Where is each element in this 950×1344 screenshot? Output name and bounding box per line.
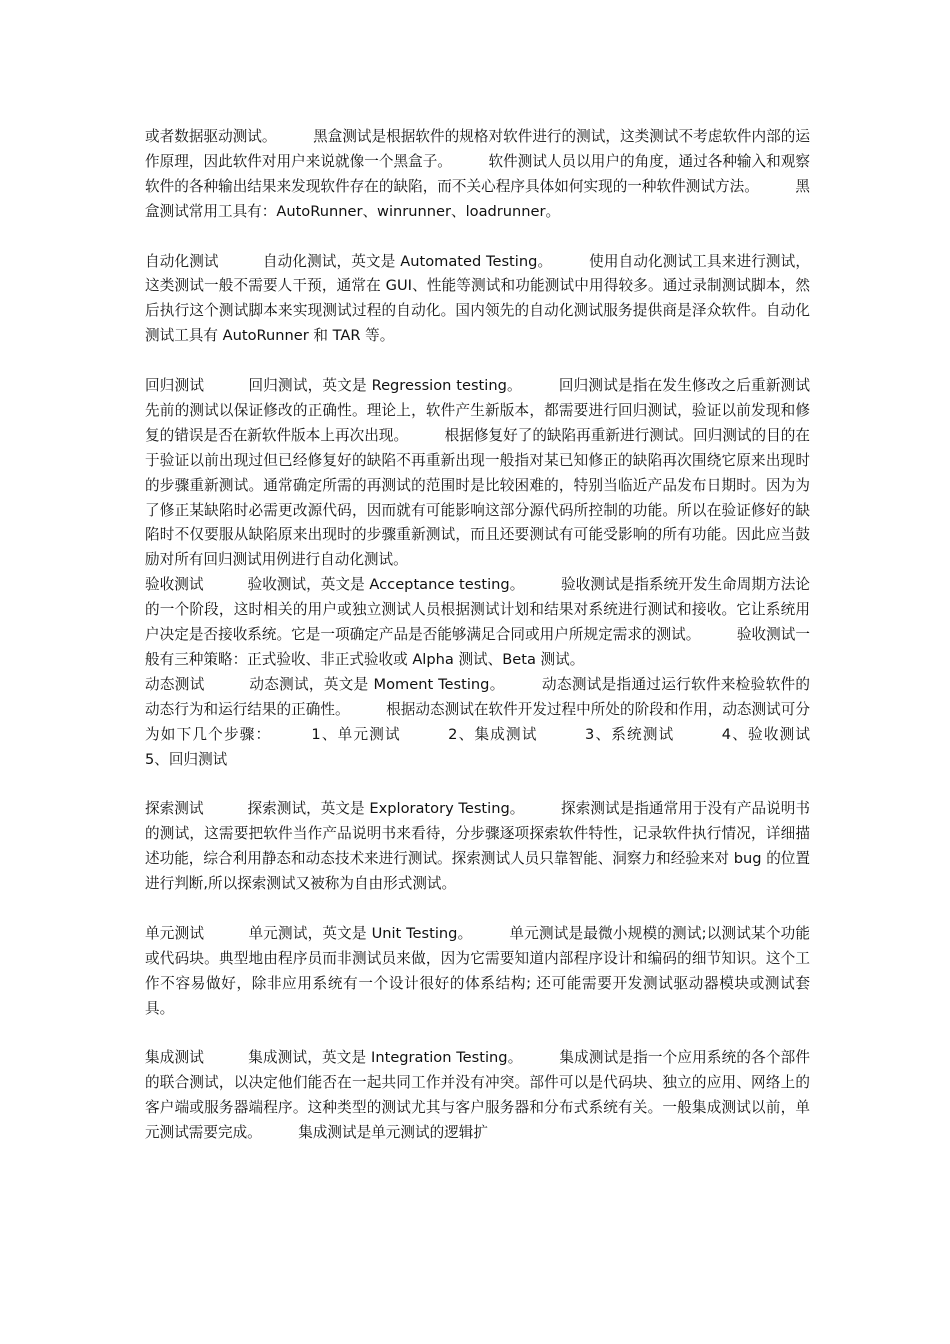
paragraph-black-box: 或者数据驱动测试。 黑盒测试是根据软件的规格对软件进行的测试，这类测试不考虑软件内部的运作原理，因此软件对用户来说就像一个黑盒子。 软件测试人员以用户的角度，通过各种输入和观察软件的各种输出结果来发现软件存在的缺陷，而不关心程序具体如何实现的一种软件测试方法。 黑盒测试常用工具有：AutoRunner、winrunner、loadrunner。 xyxy=(145,128,810,220)
paragraph-unit-testing: 单元测试 单元测试，英文是 Unit Testing。 单元测试是最微小规模的测试;以测试某个功能或代码块。典型地由程序员而非测试员来做，因为它需要知道内部程序设计和编码的细节知识。这个工作不容易做好，除非应用系统有一个设计很好的体系结构; 还可能需要开发测试驱动器模块或测试套具。 xyxy=(145,924,810,1017)
paragraph-automated-testing: 自动化测试 自动化测试，英文是 Automated Testing。 使用自动化测试工具来进行测试，这类测试一般不需要人干预，通常在 GUI、性能等测试和功能测试中用得较多。通过录制测试脚本，然后执行这个测试脚本来实现测试过程的自动化。国内领先的自动化测试服务提供商是泽众软件。自动化测试工具有 AutoRunner 和 TAR 等。 xyxy=(145,252,810,345)
paragraph-exploratory-testing: 探索测试 探索测试，英文是 Exploratory Testing。 探索测试是指通常用于没有产品说明书的测试，这需要把软件当作产品说明书来看待，分步骤逐项探索软件特性，记录软件执行情况，详细描述功能，综合利用静态和动态技术来进行测试。探索测试人员只靠智能、洞察力和经验来对 bug 的位置进行判断,所以探索测试又被称为自由形式测试。 xyxy=(145,800,810,893)
paragraph-regression-testing: 回归测试 回归测试，英文是 Regression testing。 回归测试是指在发生修改之后重新测试先前的测试以保证修改的正确性。理论上，软件产生新版本，都需要进行回归测试，验证以前发现和修复的错误是否在新软件版本上再次出现。 根据修复好了的缺陷再重新进行测试。回归测试的目的在于验证以前出现过但已经修复好的缺陷不再重新出现一般指对某已知修正的缺陷再次围绕它原来出现时的步骤重新测试。通常确定所需的再测试的范围时是比较困难的，特别当临近产品发布日期时。因为为了修正某缺陷时必需更改源代码，因而就有可能影响这部分源代码所控制的功能。所以在验证修好的缺陷时不仅要服从缺陷原来出现时的步骤重新测试，而且还要测试有可能受影响的所有功能。因此应当鼓励对所有回归测试用例进行自动化测试。 xyxy=(145,377,810,569)
paragraph-integration-testing: 集成测试 集成测试，英文是 Integration Testing。 集成测试是指一个应用系统的各个部件的联合测试，以决定他们能否在一起共同工作并没有冲突。部件可以是代码块、独立的应用、网络上的客户端或服务器端程序。这种类型的测试尤其与客户服务器和分布式系统有关。一般集成测试以前，单元测试需要完成。 集成测试是单元测试的逻辑扩 xyxy=(145,1049,810,1142)
paragraph-dynamic-testing: 动态测试 动态测试，英文是 Moment Testing。 动态测试是指通过运行软件来检验软件的动态行为和运行结果的正确性。 根据动态测试在软件开发过程中所处的阶段和作用，动态测试可分为如下几个步骤： 1、单元测试 2、集成测试 3、系统测试 4、验收测试 5、回归测试 xyxy=(145,675,854,768)
paragraph-acceptance-testing: 验收测试 验收测试，英文是 Acceptance testing。 验收测试是指系统开发生命周期方法论的一个阶段，这时相关的用户或独立测试人员根据测试计划和结果对系统进行测试和接收。它让系统用户决定是否接收系统。它是一项确定产品是否能够满足合同或用户所规定需求的测试。 验收测试一般有三种策略：正式验收、非正式验收或 Alpha 测试、Beta 测试。 xyxy=(145,576,810,668)
document-page xyxy=(145,125,854,1146)
